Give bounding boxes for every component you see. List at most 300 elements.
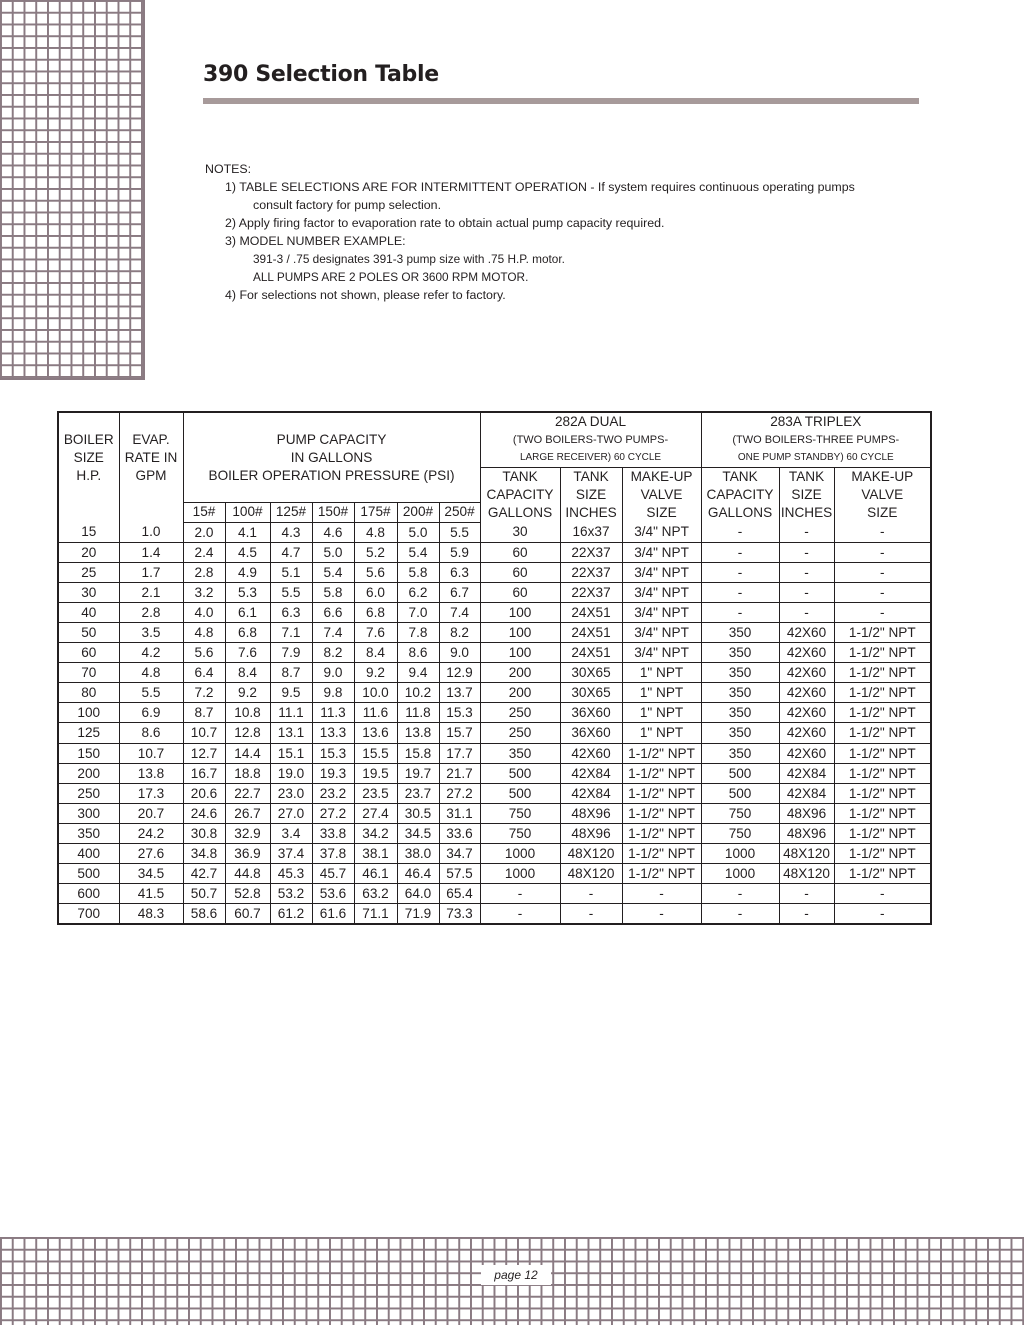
table-cell: 18.8 — [225, 763, 270, 783]
table-cell: - — [701, 562, 779, 582]
table-cell: 21.7 — [439, 763, 480, 783]
table-cell: 6.7 — [439, 582, 480, 602]
table-cell: 1-1/2" NPT — [834, 864, 931, 884]
table-cell: 60 — [480, 582, 560, 602]
table-cell: 24.6 — [183, 803, 225, 823]
table-cell: 31.1 — [439, 803, 480, 823]
pressure-header: 125# — [270, 502, 312, 522]
header-line: GALLONS — [487, 505, 553, 520]
table-row — [58, 522, 931, 542]
table-cell: - — [834, 542, 931, 562]
table-cell: 23.0 — [270, 783, 312, 803]
table-cell: 4.2 — [119, 643, 183, 663]
col-dual-tank-size — [560, 468, 622, 523]
table-cell: 34.2 — [354, 823, 397, 843]
table-cell: 48X120 — [560, 844, 622, 864]
table-cell: 6.2 — [397, 582, 439, 602]
table-cell: - — [779, 904, 834, 925]
table-cell: 8.2 — [312, 643, 354, 663]
table-cell: 73.3 — [439, 904, 480, 925]
table-cell: 1-1/2" NPT — [834, 823, 931, 843]
table-cell: 15.3 — [439, 703, 480, 723]
header-line: EVAP. — [132, 432, 170, 447]
col-triplex-makeup-valve — [834, 468, 931, 523]
table-cell: 12.9 — [439, 663, 480, 683]
table-cell: 15.1 — [270, 743, 312, 763]
table-row — [58, 542, 931, 562]
table-cell: 5.0 — [397, 522, 439, 542]
table-cell: 42X84 — [779, 763, 834, 783]
note-3: 3) MODEL NUMBER EXAMPLE: — [225, 234, 406, 248]
table-cell: 9.0 — [439, 643, 480, 663]
table-cell: 27.2 — [312, 803, 354, 823]
table-cell: 44.8 — [225, 864, 270, 884]
table-cell: 13.3 — [312, 723, 354, 743]
col-triplex-tank-size — [779, 468, 834, 523]
table-cell: 5.9 — [439, 542, 480, 562]
table-cell: 1000 — [701, 864, 779, 884]
table-cell: 22.7 — [225, 783, 270, 803]
table-row — [58, 683, 931, 703]
table-cell: 1-1/2" NPT — [834, 803, 931, 823]
table-cell: 22X37 — [560, 542, 622, 562]
table-row — [58, 844, 931, 864]
table-cell: 50 — [58, 622, 119, 642]
table-cell: 6.4 — [183, 663, 225, 683]
table-cell: 9.4 — [397, 663, 439, 683]
header-line: IN GALLONS — [290, 450, 373, 465]
table-cell: 4.6 — [312, 522, 354, 542]
table-cell: 300 — [58, 803, 119, 823]
table-cell: 1.4 — [119, 542, 183, 562]
table-cell: 60 — [58, 643, 119, 663]
table-cell: 60 — [480, 562, 560, 582]
table-cell: 750 — [701, 823, 779, 843]
table-cell: 70 — [58, 663, 119, 683]
table-cell: 13.6 — [354, 723, 397, 743]
header-line: VALVE — [640, 487, 683, 502]
table-cell: 17.3 — [119, 783, 183, 803]
table-cell: 200 — [480, 663, 560, 683]
header-282a-dual — [480, 412, 701, 468]
table-cell: 13.7 — [439, 683, 480, 703]
table-cell: 6.3 — [439, 562, 480, 582]
table-cell: 10.2 — [397, 683, 439, 703]
table-cell: 23.5 — [354, 783, 397, 803]
table-cell: 1.0 — [119, 522, 183, 542]
header-subtitle: LARGE RECEIVER) 60 CYCLE — [519, 452, 662, 463]
table-cell: 42X60 — [779, 683, 834, 703]
table-cell: 23.7 — [397, 783, 439, 803]
table-cell: - — [779, 522, 834, 542]
table-cell: 6.8 — [225, 622, 270, 642]
table-cell: 15.3 — [312, 743, 354, 763]
table-cell: 1-1/2" NPT — [622, 783, 701, 803]
table-cell: 2.8 — [183, 562, 225, 582]
table-row — [58, 562, 931, 582]
table-cell: 42X60 — [779, 743, 834, 763]
table-cell: 30.5 — [397, 803, 439, 823]
table-row — [58, 622, 931, 642]
table-cell: 350 — [701, 663, 779, 683]
table-cell: 27.6 — [119, 844, 183, 864]
col-dual-tank-capacity — [480, 468, 560, 523]
table-cell: 5.4 — [312, 562, 354, 582]
table-cell: 350 — [701, 723, 779, 743]
header-line: SIZE — [575, 487, 607, 502]
table-cell: 4.1 — [225, 522, 270, 542]
table-cell: 100 — [480, 602, 560, 622]
table-cell: 15 — [58, 522, 119, 542]
table-cell: 38.0 — [397, 844, 439, 864]
table-cell: - — [779, 582, 834, 602]
table-cell: 5.3 — [225, 582, 270, 602]
pressure-header: 250# — [439, 502, 480, 522]
table-cell: 2.4 — [183, 542, 225, 562]
decorative-grid-top-left — [0, 0, 145, 380]
note-1-continued: consult factory for pump selection. — [253, 198, 442, 212]
table-cell: 11.6 — [354, 703, 397, 723]
table-cell: 7.1 — [270, 622, 312, 642]
table-cell: 20.7 — [119, 803, 183, 823]
note-2: 2) Apply firing factor to evaporation rate to obtain actual pump capacity required. — [225, 216, 665, 230]
table-cell: 4.8 — [354, 522, 397, 542]
table-row — [58, 723, 931, 743]
table-cell: 7.2 — [183, 683, 225, 703]
table-cell: 22X37 — [560, 562, 622, 582]
table-cell: 250 — [58, 783, 119, 803]
table-cell: 1-1/2" NPT — [834, 703, 931, 723]
table-cell: 19.5 — [354, 763, 397, 783]
table-cell: 48X120 — [560, 864, 622, 884]
header-line: MAKE-UP — [630, 469, 693, 484]
note-3-motor: ALL PUMPS ARE 2 POLES OR 3600 RPM MOTOR. — [253, 270, 529, 284]
table-cell: 350 — [58, 823, 119, 843]
table-cell: 10.8 — [225, 703, 270, 723]
table-cell: 24X51 — [560, 622, 622, 642]
table-cell: 24X51 — [560, 602, 622, 622]
table-row — [58, 864, 931, 884]
table-cell: 8.7 — [270, 663, 312, 683]
table-cell: 1-1/2" NPT — [834, 683, 931, 703]
header-line: GALLONS — [707, 505, 773, 520]
table-cell: - — [834, 582, 931, 602]
table-cell: 100 — [480, 643, 560, 663]
table-cell: 30 — [58, 582, 119, 602]
table-cell: 48X120 — [779, 864, 834, 884]
table-cell: 1000 — [701, 844, 779, 864]
table-cell: 4.7 — [270, 542, 312, 562]
table-cell: 24.2 — [119, 823, 183, 843]
table-cell: 15.8 — [397, 743, 439, 763]
table-cell: 12.7 — [183, 743, 225, 763]
table-cell: 36X60 — [560, 703, 622, 723]
table-cell: 6.6 — [312, 602, 354, 622]
table-cell: 150 — [58, 743, 119, 763]
table-cell: 5.1 — [270, 562, 312, 582]
table-cell: 6.8 — [354, 602, 397, 622]
table-cell: 23.2 — [312, 783, 354, 803]
table-cell: 7.8 — [397, 622, 439, 642]
table-row — [58, 743, 931, 763]
table-cell: 600 — [58, 884, 119, 904]
table-cell: 42X84 — [560, 763, 622, 783]
header-subtitle: (TWO BOILERS-TWO PUMPS- — [512, 434, 669, 446]
table-cell: 50.7 — [183, 884, 225, 904]
table-cell: 27.0 — [270, 803, 312, 823]
table-cell: 5.5 — [119, 683, 183, 703]
table-cell: - — [834, 884, 931, 904]
table-cell: 500 — [701, 783, 779, 803]
table-cell: 6.9 — [119, 703, 183, 723]
table-cell: - — [622, 904, 701, 925]
table-cell: 42X84 — [779, 783, 834, 803]
table-cell: 750 — [701, 803, 779, 823]
header-line: RATE IN — [124, 450, 178, 465]
header-line: SIZE — [73, 450, 104, 465]
table-cell: 13.8 — [119, 763, 183, 783]
table-cell: 3.4 — [270, 823, 312, 843]
header-line: BOILER — [63, 432, 114, 447]
table-cell: - — [779, 602, 834, 622]
table-cell: 16x37 — [560, 522, 622, 542]
table-cell: 3/4" NPT — [622, 542, 701, 562]
table-cell: 3/4" NPT — [622, 522, 701, 542]
page-title: 390 Selection Table — [203, 62, 439, 87]
table-cell: 48X96 — [779, 823, 834, 843]
table-cell: 61.2 — [270, 904, 312, 925]
note-1: 1) TABLE SELECTIONS ARE FOR INTERMITTENT OPERATION - If system requires continuous operating pumps — [225, 180, 855, 194]
table-cell: 250 — [480, 723, 560, 743]
table-row — [58, 703, 931, 723]
pressure-header: 200# — [397, 502, 439, 522]
table-cell: 53.2 — [270, 884, 312, 904]
table-cell: 1" NPT — [622, 683, 701, 703]
header-line: VALVE — [861, 487, 904, 502]
table-cell: 8.6 — [119, 723, 183, 743]
table-cell: 3/4" NPT — [622, 622, 701, 642]
table-cell: - — [834, 602, 931, 622]
table-cell: 64.0 — [397, 884, 439, 904]
table-cell: 200 — [58, 763, 119, 783]
table-cell: 2.8 — [119, 602, 183, 622]
table-cell: 4.0 — [183, 602, 225, 622]
table-cell: 5.0 — [312, 542, 354, 562]
table-cell: - — [560, 904, 622, 925]
table-cell: - — [834, 562, 931, 582]
table-cell: 5.2 — [354, 542, 397, 562]
table-cell: 46.1 — [354, 864, 397, 884]
table-cell: 3/4" NPT — [622, 602, 701, 622]
table-cell: 5.6 — [183, 643, 225, 663]
notes-block — [205, 160, 925, 304]
header-title: 283A TRIPLEX — [770, 414, 862, 429]
header-line: CAPACITY — [706, 487, 774, 502]
table-cell: 14.4 — [225, 743, 270, 763]
table-cell: 26.7 — [225, 803, 270, 823]
table-cell: - — [622, 884, 701, 904]
table-cell: 9.2 — [225, 683, 270, 703]
table-cell: 125 — [58, 723, 119, 743]
table-cell: 46.4 — [397, 864, 439, 884]
header-line: INCHES — [565, 505, 617, 520]
table-row — [58, 582, 931, 602]
header-line: TANK — [573, 469, 609, 484]
table-cell: 19.0 — [270, 763, 312, 783]
table-cell: 10.7 — [183, 723, 225, 743]
table-cell: 34.7 — [439, 844, 480, 864]
table-cell: 13.1 — [270, 723, 312, 743]
table-cell: 5.5 — [270, 582, 312, 602]
table-cell: 1" NPT — [622, 723, 701, 743]
table-cell: 1-1/2" NPT — [622, 823, 701, 843]
table-cell: 2.1 — [119, 582, 183, 602]
col-evap-rate — [119, 412, 183, 522]
table-cell: 48.3 — [119, 904, 183, 925]
col-pump-capacity — [183, 412, 480, 502]
table-cell: 27.4 — [354, 803, 397, 823]
table-cell: 4.9 — [225, 562, 270, 582]
table-cell: 350 — [701, 643, 779, 663]
table-cell: 36.9 — [225, 844, 270, 864]
header-line: GPM — [135, 468, 167, 483]
table-cell: 1000 — [480, 864, 560, 884]
table-cell: 40 — [58, 602, 119, 622]
header-line: H.P. — [76, 468, 102, 483]
table-cell: 750 — [480, 823, 560, 843]
table-cell: 3/4" NPT — [622, 562, 701, 582]
table-cell: - — [701, 904, 779, 925]
table-cell: 5.4 — [397, 542, 439, 562]
table-cell: 17.7 — [439, 743, 480, 763]
table-cell: 20.6 — [183, 783, 225, 803]
header-line: INCHES — [780, 505, 833, 520]
table-cell: 1.7 — [119, 562, 183, 582]
table-cell: 7.0 — [397, 602, 439, 622]
table-cell: 3/4" NPT — [622, 582, 701, 602]
header-title: 282A DUAL — [555, 414, 627, 429]
table-cell: 60.7 — [225, 904, 270, 925]
table-cell: 25 — [58, 562, 119, 582]
table-cell: 13.8 — [397, 723, 439, 743]
pressure-header: 100# — [225, 502, 270, 522]
table-cell: 71.9 — [397, 904, 439, 925]
table-cell: 6.1 — [225, 602, 270, 622]
table-cell: 9.0 — [312, 663, 354, 683]
table-cell: - — [701, 884, 779, 904]
table-cell: 1" NPT — [622, 703, 701, 723]
table-cell: 33.6 — [439, 823, 480, 843]
table-cell: 5.8 — [312, 582, 354, 602]
table-cell: 5.8 — [397, 562, 439, 582]
table-cell: 8.7 — [183, 703, 225, 723]
table-cell: 10.7 — [119, 743, 183, 763]
header-line: PUMP CAPACITY — [276, 432, 387, 447]
table-cell: - — [701, 542, 779, 562]
table-cell: 34.5 — [397, 823, 439, 843]
table-row — [58, 823, 931, 843]
table-cell: 60 — [480, 542, 560, 562]
table-cell: 1-1/2" NPT — [622, 864, 701, 884]
table-cell: 7.6 — [354, 622, 397, 642]
table-cell: 37.8 — [312, 844, 354, 864]
table-cell: 53.6 — [312, 884, 354, 904]
table-cell: 11.3 — [312, 703, 354, 723]
header-line: SIZE — [791, 487, 822, 502]
col-dual-makeup-valve — [622, 468, 701, 523]
table-cell: 350 — [701, 622, 779, 642]
header-line: TANK — [722, 469, 758, 484]
table-cell: 4.5 — [225, 542, 270, 562]
table-cell: 8.2 — [439, 622, 480, 642]
table-cell: 5.6 — [354, 562, 397, 582]
table-cell: 42.7 — [183, 864, 225, 884]
table-row — [58, 884, 931, 904]
table-cell: 3.5 — [119, 622, 183, 642]
table-cell: 9.8 — [312, 683, 354, 703]
header-subtitle: (TWO BOILERS-THREE PUMPS- — [732, 434, 900, 446]
table-cell: 1-1/2" NPT — [834, 763, 931, 783]
table-row — [58, 663, 931, 683]
table-cell: 27.2 — [439, 783, 480, 803]
table-cell: 30 — [480, 522, 560, 542]
selection-table — [57, 411, 932, 925]
table-cell: 45.7 — [312, 864, 354, 884]
notes-heading: NOTES: — [205, 162, 252, 176]
table-cell: 1-1/2" NPT — [834, 743, 931, 763]
table-cell: 7.4 — [439, 602, 480, 622]
table-cell: 15.5 — [354, 743, 397, 763]
table-body — [58, 522, 931, 924]
table-cell: 45.3 — [270, 864, 312, 884]
table-cell: 9.2 — [354, 663, 397, 683]
table-cell: 34.8 — [183, 844, 225, 864]
table-cell: 63.2 — [354, 884, 397, 904]
table-cell: 6.0 — [354, 582, 397, 602]
table-cell: 250 — [480, 703, 560, 723]
table-cell: 20 — [58, 542, 119, 562]
table-cell: 57.5 — [439, 864, 480, 884]
table-row — [58, 602, 931, 622]
table-cell: 350 — [701, 743, 779, 763]
table-row — [58, 763, 931, 783]
header-line: BOILER OPERATION PRESSURE (PSI) — [208, 468, 455, 483]
table-cell: 42X60 — [779, 703, 834, 723]
table-cell: 6.3 — [270, 602, 312, 622]
table-cell: 11.1 — [270, 703, 312, 723]
table-cell: 1-1/2" NPT — [834, 723, 931, 743]
table-cell: 16.7 — [183, 763, 225, 783]
table-cell: 30X65 — [560, 683, 622, 703]
header-line: SIZE — [867, 505, 898, 520]
table-cell: 8.4 — [225, 663, 270, 683]
col-triplex-tank-capacity — [701, 468, 779, 523]
table-cell: 1-1/2" NPT — [622, 844, 701, 864]
table-cell: 1" NPT — [622, 663, 701, 683]
table-row — [58, 643, 931, 663]
table-cell: 1-1/2" NPT — [834, 783, 931, 803]
table-cell: 80 — [58, 683, 119, 703]
table-cell: 15.7 — [439, 723, 480, 743]
table-cell: 1000 — [480, 844, 560, 864]
table-cell: 7.6 — [225, 643, 270, 663]
table-cell: 48X96 — [779, 803, 834, 823]
table-cell: 34.5 — [119, 864, 183, 884]
table-cell: 500 — [701, 763, 779, 783]
table-cell: 11.8 — [397, 703, 439, 723]
table-cell: 41.5 — [119, 884, 183, 904]
table-cell: 12.8 — [225, 723, 270, 743]
